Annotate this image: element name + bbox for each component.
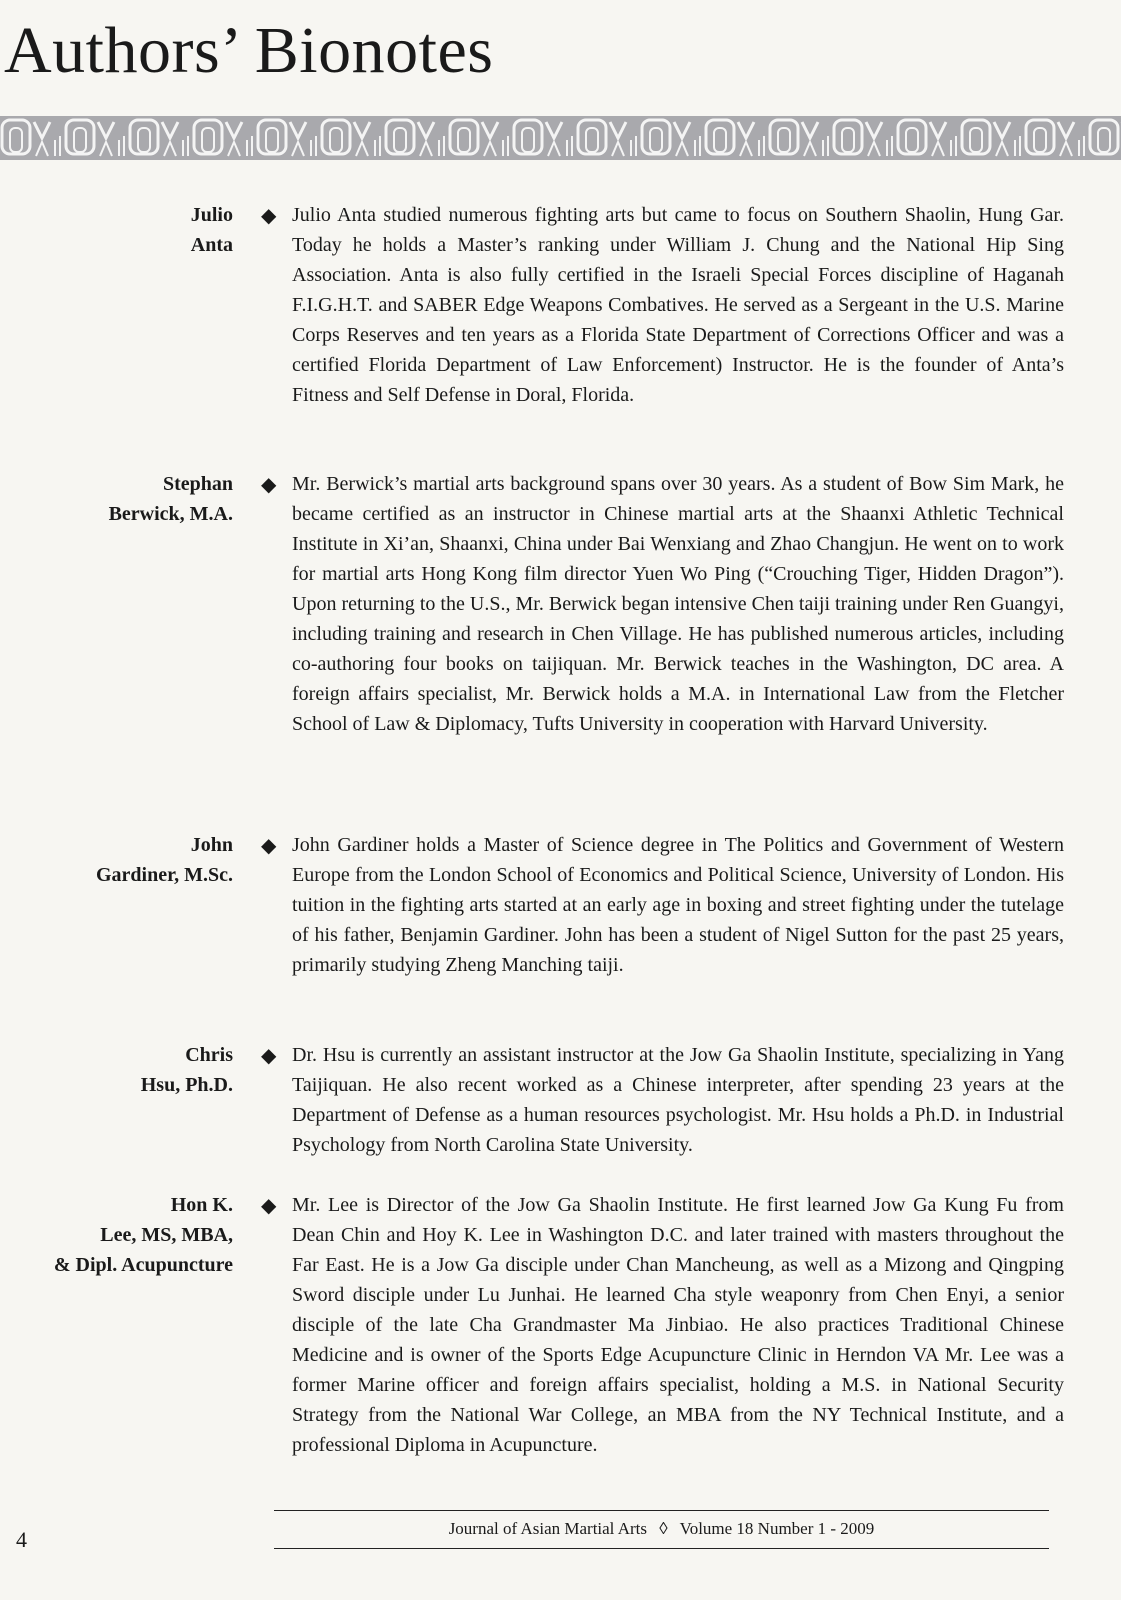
author-name xyxy=(0,200,233,260)
author-name xyxy=(0,469,233,529)
diamond-bullet-icon: ◆ xyxy=(261,1195,277,1217)
diamond-bullet-icon: ◆ xyxy=(261,474,277,496)
author-name-line: Lee, MS, MBA, xyxy=(100,1224,233,1246)
author-name-line: Stephan xyxy=(162,473,233,495)
author-name-line: John xyxy=(190,834,233,856)
author-name-line: Berwick, M.A. xyxy=(108,503,233,525)
author-name-line: Gardiner, M.Sc. xyxy=(95,864,233,886)
author-name xyxy=(0,1040,233,1100)
diamond-bullet-icon: ◆ xyxy=(261,1045,277,1067)
author-bio: John Gardiner holds a Master of Science degree in The Politics and Government of Western Europe from the London School of Economics and Political Science, University of London. His tuition in the fighting arts started at an early age in boxing and street fighting under the tutelage of his father, Benjamin Gardiner. John has been a student of Nigel Sutton for the past 25 years, primarily studying Zheng Manching taiji. xyxy=(292,834,1064,976)
author-bio: Julio Anta studied numerous fighting arts but came to focus on Southern Shaolin, Hung Gar. Today he holds a Master’s ranking under William J. Chung and the National Hip Sing Association. Anta is also fully certified in the Israeli Special Forces discipline of Haganah F.I.G.H.T. and SABER Edge Weapons Combatives. He served as a Sergeant in the U.S. Marine Corps Reserves and ten years as a Florida State Department of Corrections Officer and was a certified Florida Department of Law Enforcement) Instructor. He is the founder of Anta’s Fitness and Self Defense in Doral, Florida. xyxy=(292,204,1064,406)
author-name xyxy=(0,830,233,890)
page-title: Authors’ Bionotes xyxy=(4,14,494,87)
footer-citation xyxy=(274,1519,1049,1539)
journal-name: Journal of Asian Martial Arts xyxy=(448,1519,647,1538)
author-name-line: Anta xyxy=(190,234,233,256)
author-name-line: Chris xyxy=(185,1044,233,1066)
separator-icon: ◊ xyxy=(659,1519,668,1538)
page-number: 4 xyxy=(16,1527,27,1552)
author-name-line: Hsu, Ph.D. xyxy=(140,1074,233,1096)
author-bio: Mr. Lee is Director of the Jow Ga Shaolin Institute. He first learned Jow Ga Kung Fu from Dean Chin and Hoy K. Lee in Washington D.C. and later trained with masters throughout the Far East. He is a Jow Ga disciple under Chan Mancheung, as well as a Mizong and Qingping Sword disciple under Lu Junhai. He learned Cha style weaponry from Chen Enyi, a senior disciple of the late Cha Grandmaster Ma Jinbiao. He also practices Traditional Chinese Medicine and is owner of the Sports Edge Acupuncture Clinic in Herndon VA Mr. Lee was a former Marine officer and foreign affairs specialist, holding a M.S. in National Security Strategy from the National War College, an MBA from the NY Technical Institute, and a professional Diploma in Acupuncture. xyxy=(292,1194,1064,1456)
volume-info: Volume 18 Number 1 - 2009 xyxy=(679,1519,875,1538)
diamond-bullet-icon: ◆ xyxy=(261,835,277,857)
author-name-line: Hon K. xyxy=(170,1194,233,1216)
diamond-bullet-icon: ◆ xyxy=(261,205,277,227)
footer-rule-bottom xyxy=(274,1548,1049,1549)
author-name-line: & Dipl. Acupuncture xyxy=(53,1254,233,1276)
author-name xyxy=(0,1190,233,1280)
author-name-line: Julio xyxy=(190,204,233,226)
decorative-pattern-band xyxy=(0,116,1121,160)
author-bio: Dr. Hsu is currently an assistant instructor at the Jow Ga Shaolin Institute, specializing in Yang Taijiquan. He also recent worked as a Chinese interpreter, after spending 23 years at the Department of Defense as a human resources psychologist. Mr. Hsu holds a Ph.D. in Industrial Psychology from North Carolina State University. xyxy=(292,1044,1064,1156)
author-bio: Mr. Berwick’s martial arts background spans over 30 years. As a student of Bow Sim Mark, he became certified as an instructor in Chinese martial arts at the Shaanxi Athletic Technical Institute in Xi’an, Shaanxi, China under Bai Wenxiang and Zhao Changjun. He went on to work for martial arts Hong Kong film director Yuen Wo Ping (“Crouching Tiger, Hidden Dragon”). Upon returning to the U.S., Mr. Berwick began intensive Chen taiji training under Ren Guangyi, including training and research in Chen Village. He has published numerous articles, including co-authoring four books on taijiquan. Mr. Berwick teaches in the Washington, DC area. A foreign affairs specialist, Mr. Berwick holds a M.A. in International Law from the Fletcher School of Law & Diplomacy, Tufts University in cooperation with Harvard University. xyxy=(292,473,1064,735)
footer-rule-top xyxy=(274,1510,1049,1511)
